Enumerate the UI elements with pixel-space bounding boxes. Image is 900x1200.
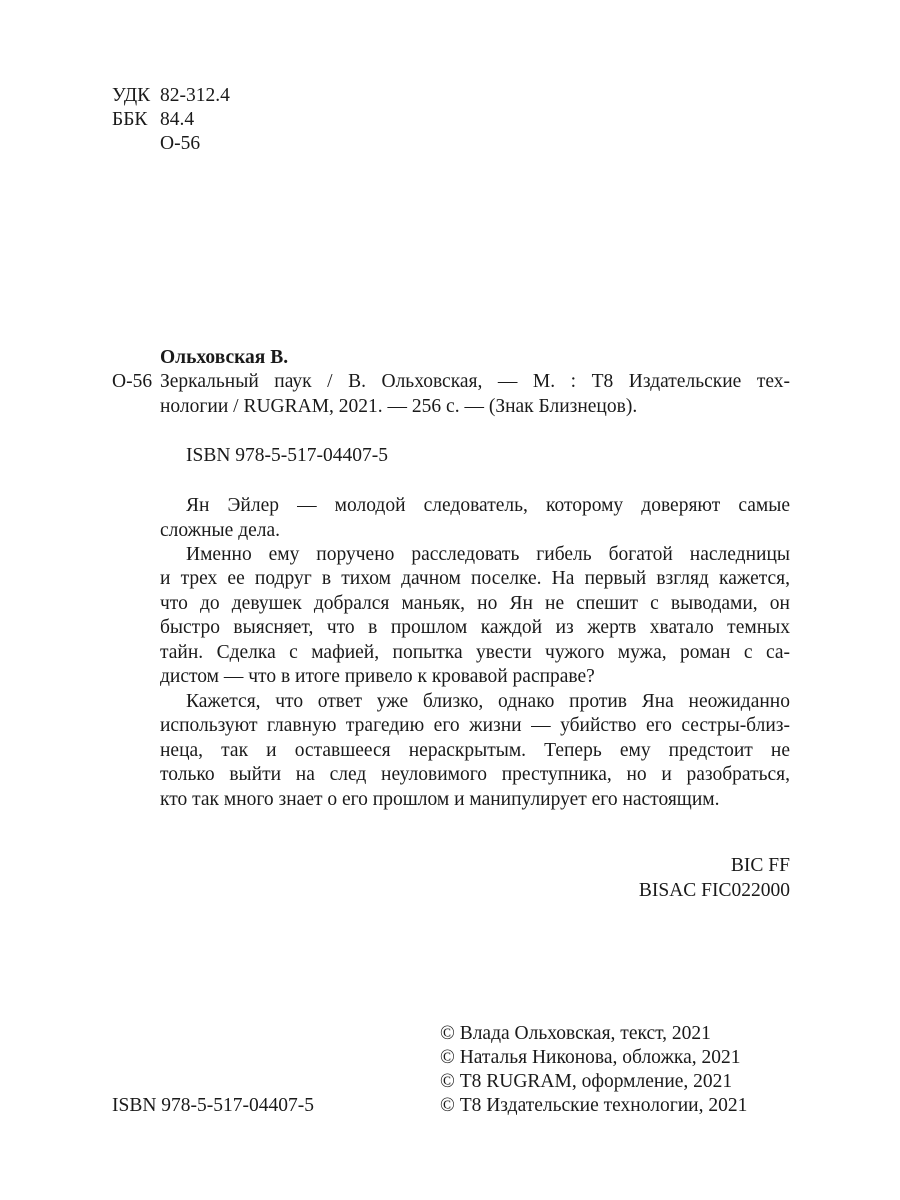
record-author: Ольховская В.: [160, 347, 289, 368]
annotation-line: кто так много знает о его прошлом и манипулирует его настоящим.: [160, 789, 720, 810]
record-line: Зеркальный паук / В. Ольховская, — М. : Т8 Издательские тех-: [160, 371, 790, 392]
annotation-line: дистом — что в итоге привело к кровавой расправе?: [160, 666, 595, 687]
udk-label: УДК: [112, 85, 151, 106]
udk-value: 82-312.4: [160, 85, 230, 106]
copyright-line: © Т8 RUGRAM, оформление, 2021: [440, 1071, 733, 1092]
record-isbn: ISBN 978-5-517-04407-5: [186, 445, 389, 466]
annotation-line: используют главную трагедию его жизни — убийство его сестры-близ-: [160, 715, 790, 736]
record-author-sign: О-56: [112, 371, 153, 392]
annotation-line: Именно ему поручено расследовать гибель богатой наследницы: [186, 544, 790, 565]
bisac-code: BISAC FIC022000: [638, 880, 790, 901]
annotation-line: только выйти на след неуловимого преступника, но и разобраться,: [160, 764, 790, 785]
bbk-label: ББК: [112, 109, 148, 130]
annotation-line: сложные дела.: [160, 520, 281, 541]
annotation-line: и трех ее подруг в тихом дачном поселке. На первый взгляд кажется,: [160, 568, 790, 589]
author-sign: О-56: [160, 133, 201, 154]
annotation-line: что до девушек добрался маньяк, но Ян не спешит с выводами, он: [160, 593, 790, 614]
bic-code: BIC FF: [730, 855, 790, 876]
isbn-bottom: ISBN 978-5-517-04407-5: [112, 1095, 315, 1116]
annotation-line: быстро выясняет, что в прошлом каждой из жертв хватало темных: [160, 617, 790, 638]
copyright-line: © Влада Ольховская, текст, 2021: [440, 1023, 711, 1044]
annotation-line: неца, так и оставшееся нераскрытым. Теперь ему предстоит не: [160, 740, 790, 761]
copyright-line: © Наталья Никонова, обложка, 2021: [440, 1047, 741, 1068]
annotation-line: Кажется, что ответ уже близко, однако против Яна неожиданно: [186, 691, 790, 712]
annotation-line: Ян Эйлер — молодой следователь, которому доверяют самые: [186, 495, 790, 516]
bbk-value: 84.4: [160, 109, 195, 130]
copyright-line: © Т8 Издательские технологии, 2021: [440, 1095, 748, 1116]
annotation-line: тайн. Сделка с мафией, попытка увести чужого мужа, роман с са-: [160, 642, 790, 663]
record-line: нологии / RUGRAM, 2021. — 256 с. — (Знак Близнецов).: [160, 396, 638, 417]
